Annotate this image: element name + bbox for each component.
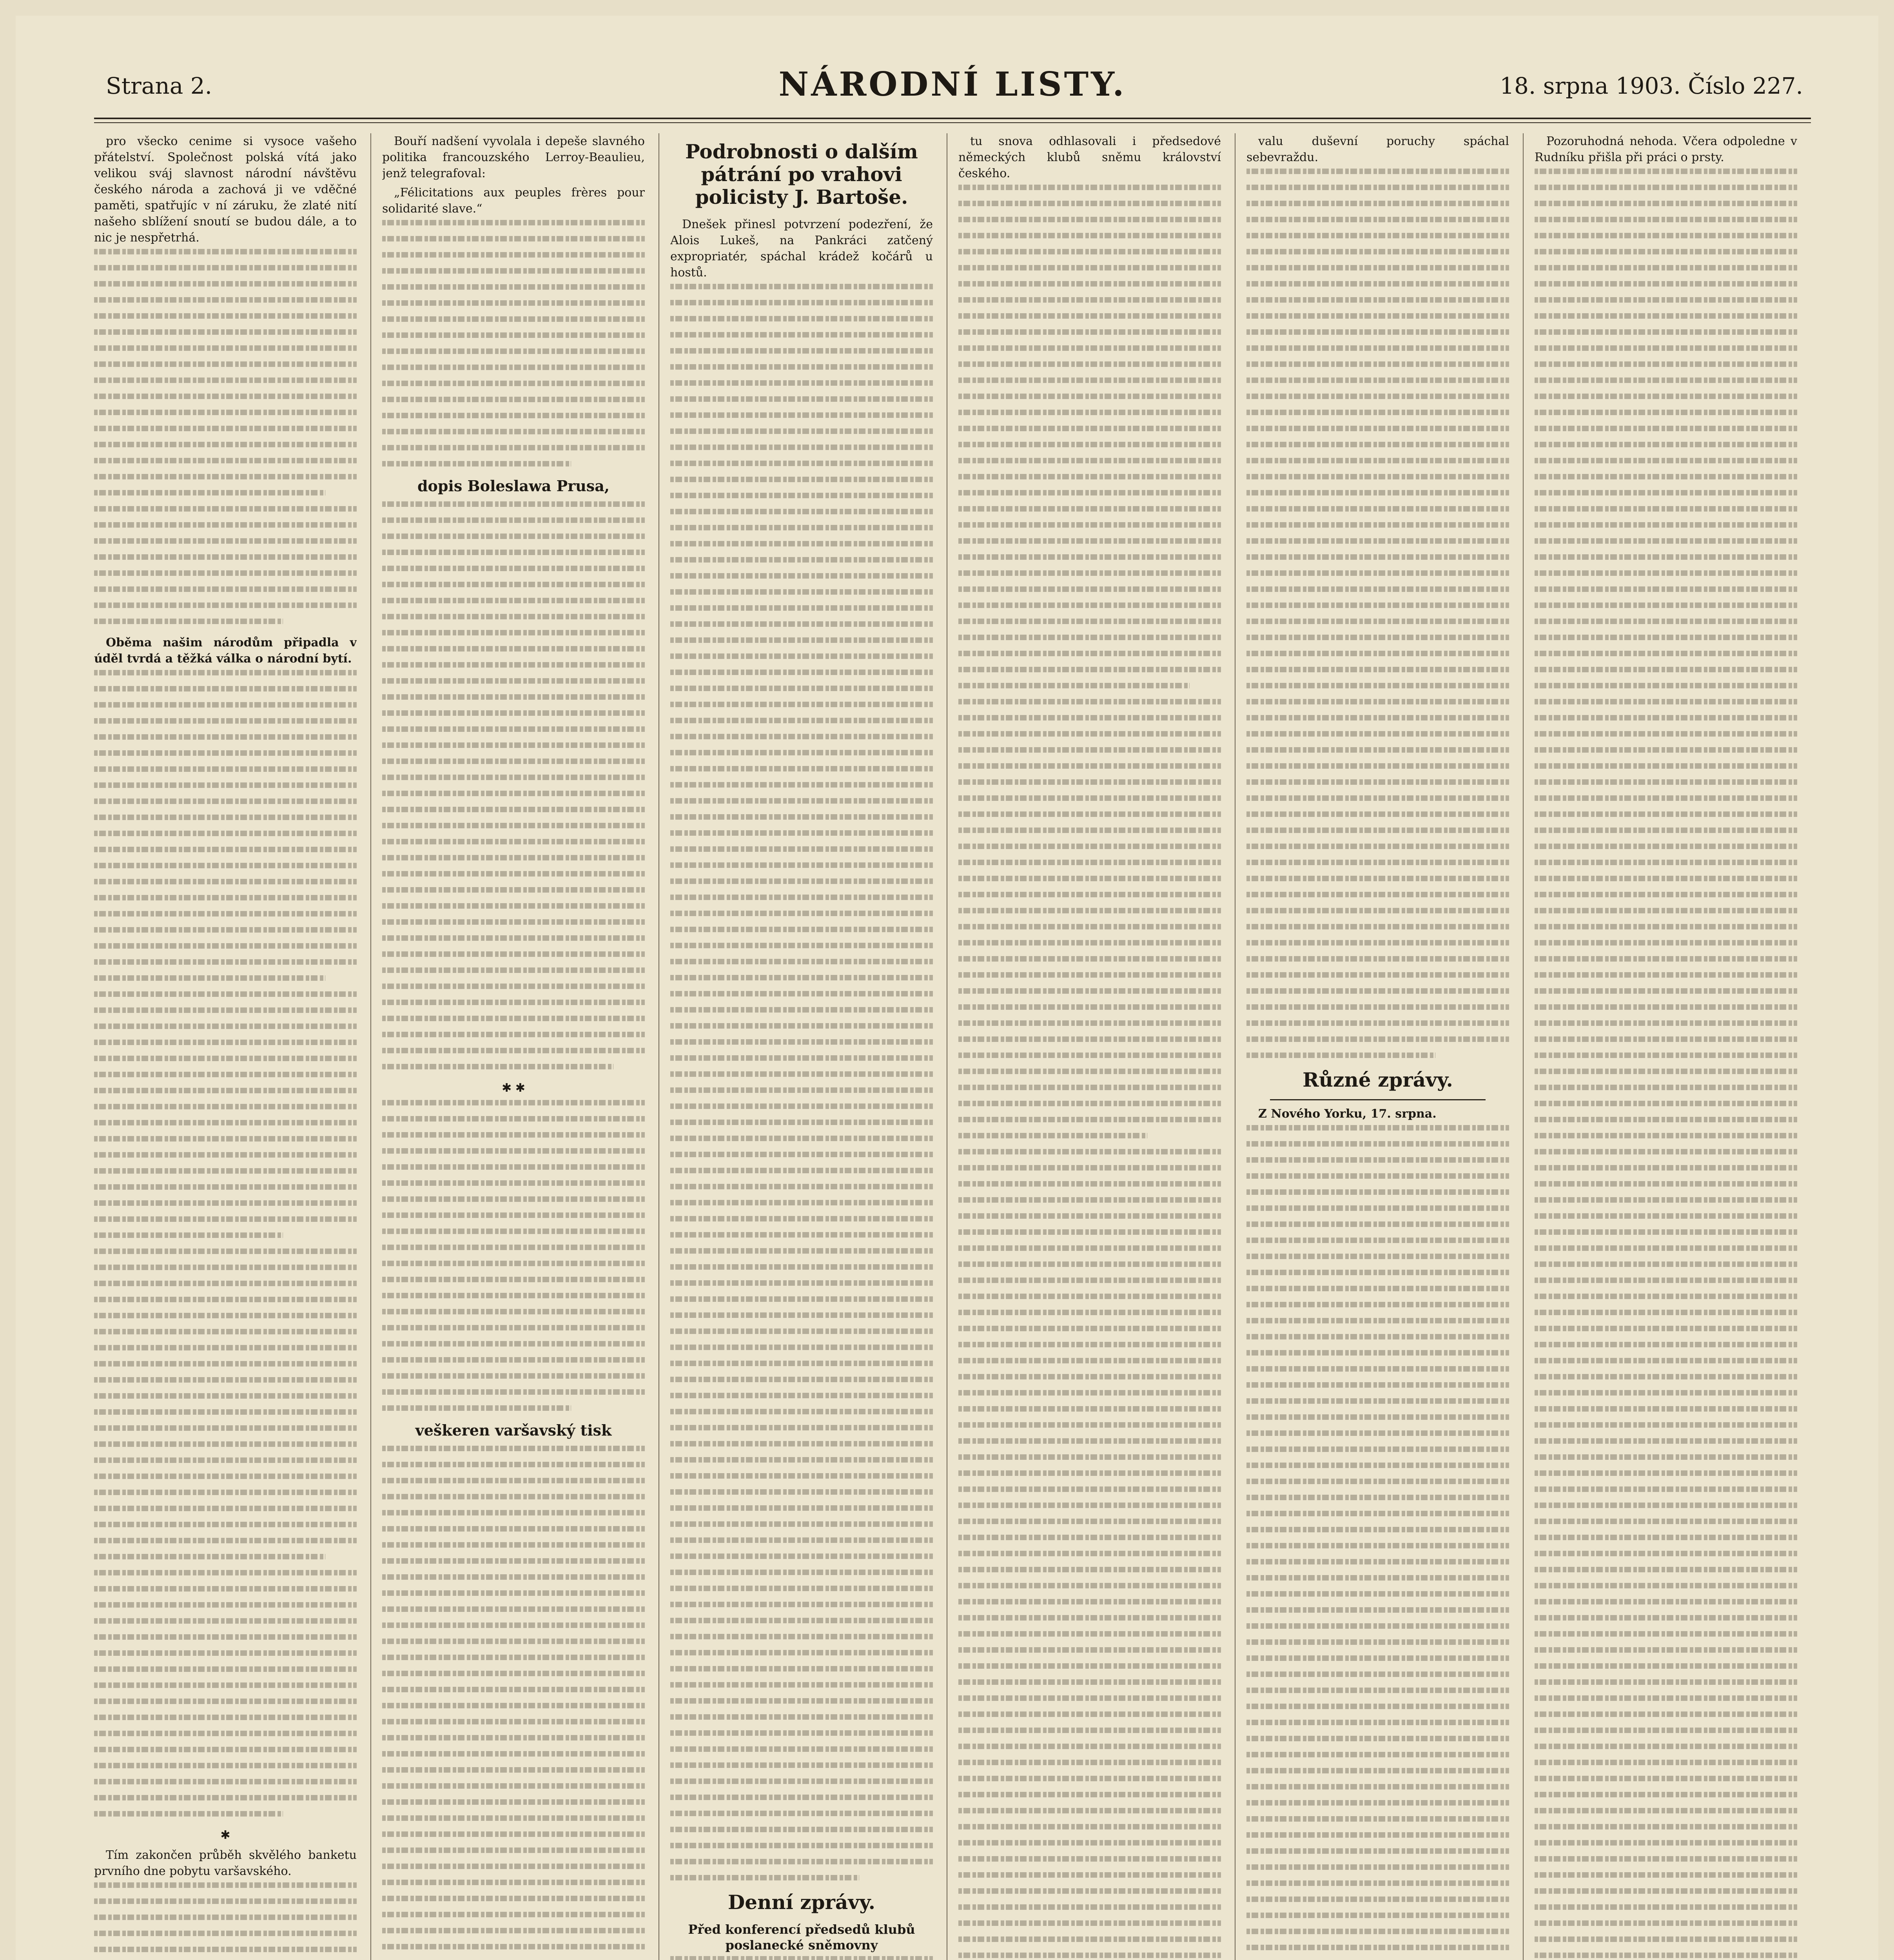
col1-subhead-obema: Oběma našim národům připadla v úděl tvrdá a těžká válka o národní bytí. <box>94 636 357 666</box>
col6-paragraph-1: Pozoruhodná nehoda. Včera odpoledne v Rudníku přišla při práci o prsty. <box>1535 134 1797 164</box>
page-number: Strana 2. <box>106 73 212 99</box>
col3-heading-bartos: Podrobnosti o dalším pátrání po vrahovi policisty J. Bartoše. <box>685 140 918 209</box>
col5-heading-ruzne-zpravy: Různé zprávy. <box>1303 1068 1453 1091</box>
section-star: ✱ <box>220 1828 230 1842</box>
col2-heading-tisk: veškeren varšavský tisk <box>415 1421 612 1439</box>
column-6 <box>1535 133 1797 1960</box>
issue-date: 18. srpna 1903. Číslo 227. <box>1500 73 1803 99</box>
column-divider <box>1523 133 1524 1960</box>
column-divider <box>370 133 371 1960</box>
newspaper-page <box>16 16 1878 1960</box>
col3-heading-denni-zpravy: Denní zprávy. <box>727 1891 876 1914</box>
col2-paragraph-1: Bouří nadšení vyvolala i depeše slavného politika francouzského Lerroy-Beaulieu, jenž telegrafoval: <box>382 134 645 180</box>
newspaper-title: NÁRODNÍ LISTY. <box>778 65 1127 103</box>
col5-paragraph-1: valu duševní poruchy spáchal sebevraždu. <box>1246 134 1509 164</box>
col2-heading-prus: dopis Boleslawa Prusa, <box>417 477 610 495</box>
column-4 <box>958 133 1221 1960</box>
col5-paragraph-2: Z Nového Yorku, 17. srpna. <box>1258 1107 1437 1121</box>
column-5 <box>1246 133 1509 1960</box>
header-rule <box>94 118 1811 119</box>
column-3 <box>670 133 933 1960</box>
col3-subheading-konference: Před konferencí předsedů klubů poslanecké sněmovny <box>688 1922 915 1953</box>
masthead <box>94 63 1811 110</box>
col4-paragraph-1: tu snova odhlasovali i předsedové německých klubů sněmu království českého. <box>958 134 1221 180</box>
col2-quote: „Félicitations aux peuples frères pour solidarité slave.“ <box>382 186 645 216</box>
article-columns <box>94 133 1811 1960</box>
col3-paragraph-1: Dnešek přinesl potvrzení podezření, že Alois Lukeš, na Pankráci zatčený expropriatér, spáchal krádež kočárů u hostů. <box>670 218 933 279</box>
column-2 <box>382 133 645 1960</box>
col1-paragraph-1: pro všecko cenime si vysoce vašeho přátelství. Společnost polská vítá jako velikou sváj slavnost národní návštěvu českého národa a zachová ji ve vděčné paměti, spatřujíc v ní záruku, že zlaté nití našeho sblížení snoutí se budou dále, a to nic je nespřetrhá. <box>94 134 357 245</box>
header-rule-thin <box>94 122 1811 123</box>
col1-paragraph-end: Tím zakončen průběh skvělého banketu prvního dne pobytu varšavského. <box>94 1848 357 1878</box>
column-1 <box>94 133 357 1960</box>
section-star: ✱ ✱ <box>502 1081 525 1095</box>
